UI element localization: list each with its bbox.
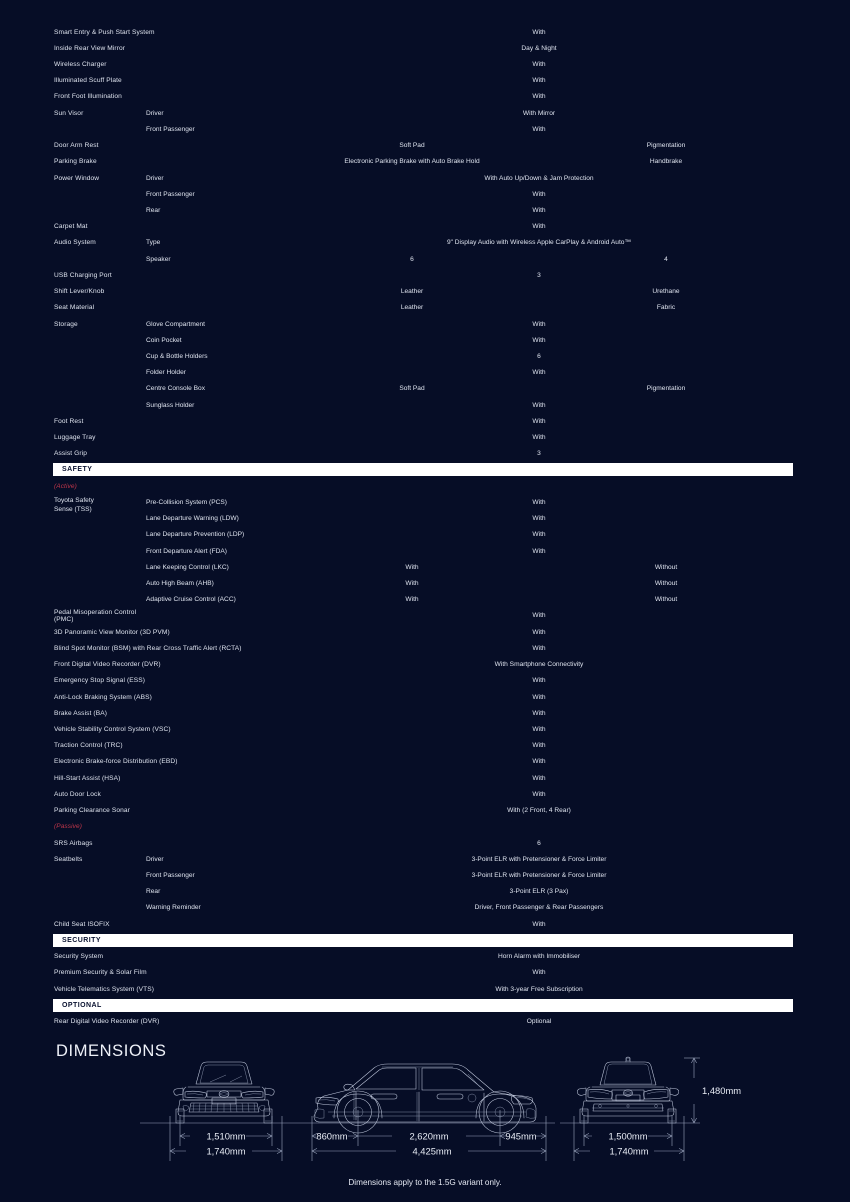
spec-sub-label: Lane Departure Warning (LDW)	[146, 515, 239, 523]
spec-label: Door Arm Rest	[54, 142, 99, 150]
dimensions-title: DIMENSIONS	[56, 1042, 167, 1060]
spec-label: Seatbelts	[54, 855, 83, 863]
spec-row	[53, 640, 793, 656]
front-view-dimension-lines	[140, 1116, 300, 1161]
subsection-value-spacer	[285, 478, 793, 494]
spec-value: 3-Point ELR with Pretensioner & Force Limiter	[471, 855, 607, 863]
rear-overhang-value: 945mm	[505, 1130, 537, 1142]
spec-sub-label: Folder Holder	[146, 369, 186, 377]
spec-row	[53, 73, 793, 89]
spec-value: With	[532, 190, 546, 198]
subsection-row	[53, 819, 793, 835]
spec-label-continuation	[53, 527, 139, 543]
spec-row	[53, 608, 793, 624]
spec-value: With	[532, 612, 546, 620]
spec-value: With	[532, 320, 546, 328]
side-view-car-illustration	[314, 1064, 536, 1133]
spec-value: With	[532, 628, 546, 636]
front-width-value: 1,740mm	[206, 1145, 246, 1157]
spec-value: With	[532, 498, 546, 506]
spec-value-variant-right: Fabric	[656, 304, 676, 312]
spec-row	[53, 900, 793, 916]
spec-row	[53, 575, 793, 591]
spec-label-continuation	[53, 543, 139, 559]
spec-value-variant-left: Soft Pad	[399, 142, 425, 150]
spec-value-variant-left: Leather	[400, 288, 424, 296]
spec-sub-label	[139, 608, 285, 624]
spec-value: Optional	[526, 1017, 552, 1025]
spec-value: Driver, Front Passenger & Rear Passengers	[474, 904, 604, 912]
spec-sub-label: Front Passenger	[146, 190, 195, 198]
rear-view-car-illustration	[577, 1057, 679, 1123]
spec-label: Shift Lever/Knob	[54, 288, 105, 296]
section-header-row	[53, 932, 793, 948]
spec-sub-label: Cup & Bottle Holders	[146, 352, 208, 360]
side-view-dimension-lines	[300, 1110, 555, 1161]
spec-value: With	[532, 742, 546, 750]
section-header-row	[53, 462, 793, 478]
spec-row	[53, 235, 793, 251]
section-header-label: SECURITY	[62, 936, 101, 944]
spec-label: Parking Clearance Sonar	[54, 807, 130, 815]
spec-row	[53, 592, 793, 608]
spec-label: Storage	[54, 320, 78, 328]
spec-row	[53, 527, 793, 543]
spec-value: 9" Display Audio with Wireless Apple CarPlay & Android Auto™	[446, 239, 632, 247]
dimensions-section	[0, 1036, 850, 1202]
front-overhang-value: 860mm	[316, 1130, 348, 1142]
spec-group-label-line1: Toyota Safety	[54, 497, 94, 504]
specification-table	[53, 24, 793, 1030]
spec-sub-label: Type	[146, 239, 161, 247]
spec-sub-label: Lane Departure Prevention (LDP)	[146, 531, 245, 539]
spec-row	[53, 803, 793, 819]
spec-value: Horn Alarm with Immobiliser	[497, 953, 581, 961]
section-header-bar	[53, 999, 793, 1012]
spec-label: Assist Grip	[54, 450, 87, 458]
spec-row	[53, 154, 793, 170]
spec-row	[53, 365, 793, 381]
spec-row	[53, 916, 793, 932]
spec-row	[53, 381, 793, 397]
spec-label: Illuminated Scuff Plate	[54, 77, 122, 85]
spec-label-continuation	[53, 559, 139, 575]
spec-label-continuation	[53, 186, 139, 202]
spec-label-continuation	[53, 332, 139, 348]
spec-label-continuation	[53, 348, 139, 364]
spec-value: With	[532, 774, 546, 782]
spec-value: 3-Point ELR (3 Pax)	[509, 888, 569, 896]
spec-row	[53, 89, 793, 105]
spec-label: 3D Panoramic View Monitor (3D PVM)	[54, 628, 170, 636]
spec-label-continuation	[53, 121, 139, 137]
spec-row	[53, 170, 793, 186]
spec-label: Seat Material	[54, 304, 95, 312]
spec-label: Smart Entry & Push Start System	[54, 28, 155, 36]
rear-track-value: 1,500mm	[608, 1130, 648, 1142]
spec-value: With Auto Up/Down & Jam Protection	[484, 174, 594, 182]
spec-value-variant-right: Urethane	[652, 288, 680, 296]
spec-label-continuation	[53, 884, 139, 900]
spec-label: Front Foot Illumination	[54, 93, 122, 101]
spec-sub-label: Driver	[146, 109, 164, 117]
section-header-bar	[53, 934, 793, 947]
spec-value: Day & Night	[521, 44, 557, 52]
spec-row	[53, 1013, 793, 1029]
spec-sub-label: Front Passenger	[146, 125, 195, 133]
spec-row	[53, 559, 793, 575]
subsection-value-spacer	[285, 819, 793, 835]
front-track-value: 1,510mm	[206, 1130, 246, 1142]
spec-label-continuation	[53, 397, 139, 413]
spec-label: Electronic Brake-force Distribution (EBD)	[54, 758, 178, 766]
spec-row	[53, 673, 793, 689]
spec-value: With	[532, 547, 546, 555]
spec-sub-label: Warning Reminder	[146, 904, 201, 912]
spec-row	[53, 721, 793, 737]
spec-value: With	[532, 531, 546, 539]
spec-row	[53, 511, 793, 527]
subsection-label: (Active)	[54, 482, 77, 490]
spec-label: Blind Spot Monitor (BSM) with Rear Cross Traffic Alert (RCTA)	[54, 644, 242, 652]
spec-label: Wireless Charger	[54, 61, 107, 69]
spec-value: With Smartphone Connectivity	[494, 661, 584, 669]
spec-row	[53, 786, 793, 802]
spec-sub-label	[139, 219, 285, 235]
spec-value: With	[532, 93, 546, 101]
spec-value: With	[532, 223, 546, 231]
subsection-row	[53, 478, 793, 494]
dimensions-caption: Dimensions apply to the 1.5G variant only.	[348, 1178, 502, 1187]
spec-row	[53, 219, 793, 235]
spec-label-continuation	[53, 511, 139, 527]
spec-row	[53, 835, 793, 851]
spec-row	[53, 867, 793, 883]
spec-label: Audio System	[54, 239, 96, 247]
spec-row	[53, 981, 793, 997]
spec-value: With Mirror	[522, 109, 556, 117]
spec-label: Brake Assist (BA)	[54, 709, 107, 717]
spec-value: With	[532, 369, 546, 377]
rear-view-dimension-lines	[560, 1058, 741, 1161]
spec-value: 6	[537, 839, 541, 847]
spec-sub-label: Pre-Collision System (PCS)	[146, 498, 227, 506]
spec-value-variant-left: 6	[410, 255, 414, 263]
spec-value-variant-left: Leather	[400, 304, 424, 312]
spec-row	[53, 284, 793, 300]
section-header-label: OPTIONAL	[62, 1001, 102, 1009]
spec-sub-label: Coin Pocket	[146, 336, 182, 344]
spec-label: Hill-Start Assist (HSA)	[54, 774, 121, 782]
spec-value: With	[532, 709, 546, 717]
spec-sub-label: Driver	[146, 174, 164, 182]
spec-row	[53, 202, 793, 218]
spec-value: With	[532, 969, 546, 977]
spec-row	[53, 413, 793, 429]
spec-sub-label: Front Passenger	[146, 871, 195, 879]
section-header-label: SAFETY	[62, 466, 93, 474]
spec-row	[53, 657, 793, 673]
spec-value: 3	[537, 271, 541, 279]
spec-label: Vehicle Telematics System (VTS)	[54, 985, 155, 993]
spec-sub-label: Auto High Beam (AHB)	[146, 580, 214, 588]
spec-label: Carpet Mat	[54, 223, 88, 231]
spec-label: Anti-Lock Braking System (ABS)	[54, 693, 152, 701]
spec-row	[53, 429, 793, 445]
spec-sub-label: Driver	[146, 855, 164, 863]
spec-sub-label: Sunglass Holder	[146, 401, 195, 409]
spec-row	[53, 397, 793, 413]
spec-sub-label	[139, 138, 285, 154]
spec-sub-label: Centre Console Box	[146, 385, 206, 393]
spec-row	[53, 186, 793, 202]
spec-value: With	[532, 28, 546, 36]
spec-sub-label: Adaptive Cruise Control (ACC)	[146, 596, 236, 604]
overall-height-value: 1,480mm	[702, 1085, 742, 1096]
spec-value-variant-right: Without	[654, 580, 678, 588]
section-header-bar	[53, 463, 793, 476]
spec-value: With	[532, 726, 546, 734]
spec-sub-label: Glove Compartment	[146, 320, 205, 328]
spec-value: With	[532, 336, 546, 344]
spec-label	[53, 494, 139, 510]
spec-value-variant-right: Without	[654, 563, 678, 571]
spec-group-label-line2: Sense (TSS)	[54, 506, 92, 514]
rear-width-value: 1,740mm	[609, 1145, 649, 1157]
spec-label: Security System	[54, 953, 104, 961]
spec-label-continuation	[53, 365, 139, 381]
spec-value-variant-left: With	[405, 563, 419, 571]
spec-value-variant-right: Pigmentation	[646, 142, 686, 150]
spec-label: Front Digital Video Recorder (DVR)	[54, 661, 161, 669]
spec-value: With	[532, 515, 546, 523]
spec-label-continuation	[53, 867, 139, 883]
spec-sub-label: Rear	[146, 888, 161, 896]
spec-sub-label: Speaker	[146, 255, 171, 263]
spec-row	[53, 738, 793, 754]
spec-row	[53, 251, 793, 267]
spec-value-variant-left: Soft Pad	[399, 385, 425, 393]
spec-row	[53, 494, 793, 510]
spec-value: With	[532, 417, 546, 425]
spec-value: With	[532, 644, 546, 652]
spec-value: With	[532, 77, 546, 85]
spec-value: With	[532, 434, 546, 442]
spec-value: With	[532, 125, 546, 133]
spec-value-variant-left: Electronic Parking Brake with Auto Brake Hold	[344, 158, 480, 166]
spec-value: With	[532, 758, 546, 766]
spec-value-variant-right: Without	[654, 596, 678, 604]
overall-length-value: 4,425mm	[412, 1145, 452, 1157]
spec-label: Vehicle Stability Control System (VSC)	[54, 726, 171, 734]
spec-row	[53, 300, 793, 316]
spec-sub-label: Rear	[146, 207, 161, 215]
spec-label: Pedal Misoperation Control (PMC)	[54, 608, 137, 623]
spec-label: Luggage Tray	[54, 434, 96, 442]
spec-label: Premium Security & Solar Film	[54, 969, 147, 977]
wheelbase-value: 2,620mm	[409, 1130, 449, 1142]
spec-row	[53, 705, 793, 721]
spec-value: 3	[537, 450, 541, 458]
spec-row	[53, 543, 793, 559]
spec-label: SRS Airbags	[54, 839, 93, 847]
spec-value: With 3-year Free Subscription	[495, 985, 583, 993]
spec-row	[53, 138, 793, 154]
spec-value: With	[532, 61, 546, 69]
spec-label: Traction Control (TRC)	[54, 742, 123, 750]
spec-label: Parking Brake	[54, 158, 97, 166]
spec-value-variant-left: With	[405, 596, 419, 604]
spec-row	[53, 348, 793, 364]
section-header-row	[53, 997, 793, 1013]
spec-value-variant-right: 4	[664, 255, 668, 263]
spec-row	[53, 332, 793, 348]
spec-value: With	[532, 693, 546, 701]
spec-sub-label	[139, 267, 285, 283]
spec-row	[53, 267, 793, 283]
spec-value: With	[532, 790, 546, 798]
spec-row	[53, 624, 793, 640]
spec-label: Inside Rear View Mirror	[54, 44, 126, 52]
spec-label: Rear Digital Video Recorder (DVR)	[54, 1017, 160, 1025]
spec-value: 6	[537, 352, 541, 360]
spec-label: Child Seat ISOFIX	[54, 920, 110, 928]
spec-row	[53, 851, 793, 867]
spec-value-variant-left: With	[405, 580, 419, 588]
spec-label: Power Window	[54, 174, 100, 182]
spec-row	[53, 884, 793, 900]
spec-row	[53, 446, 793, 462]
front-view-car-illustration	[174, 1062, 275, 1123]
spec-sub-label	[139, 413, 285, 429]
spec-label-continuation	[53, 900, 139, 916]
spec-label-continuation	[53, 575, 139, 591]
spec-row	[53, 948, 793, 964]
spec-label: Emergency Stop Signal (ESS)	[54, 677, 146, 685]
spec-value: With	[532, 677, 546, 685]
spec-label-continuation	[53, 592, 139, 608]
spec-value-variant-right: Pigmentation	[646, 385, 686, 393]
spec-row	[53, 770, 793, 786]
spec-value: 3-Point ELR with Pretensioner & Force Limiter	[471, 871, 607, 879]
spec-sub-label: Front Departure Alert (FDA)	[146, 547, 227, 555]
spec-value: With	[532, 207, 546, 215]
spec-row	[53, 24, 793, 40]
spec-value: With	[532, 920, 546, 928]
subsection-label: (Passive)	[54, 823, 82, 831]
spec-row	[53, 965, 793, 981]
spec-sub-label: Lane Keeping Control (LKC)	[146, 563, 229, 571]
spec-row	[53, 40, 793, 56]
spec-label: Foot Rest	[54, 417, 84, 425]
spec-label-continuation	[53, 251, 139, 267]
spec-label: USB Charging Port	[54, 271, 112, 279]
spec-row	[53, 105, 793, 121]
spec-label: Sun Visor	[54, 109, 84, 117]
spec-row	[53, 689, 793, 705]
spec-row	[53, 316, 793, 332]
spec-row	[53, 56, 793, 72]
spec-sub-label	[139, 916, 285, 932]
spec-row	[53, 754, 793, 770]
spec-value: With	[532, 401, 546, 409]
spec-value: With (2 Front, 4 Rear)	[507, 807, 571, 815]
spec-row	[53, 121, 793, 137]
spec-label-continuation	[53, 381, 139, 397]
spec-label: Auto Door Lock	[54, 790, 101, 798]
spec-value-variant-right: Handbrake	[649, 158, 683, 166]
spec-label-continuation	[53, 202, 139, 218]
